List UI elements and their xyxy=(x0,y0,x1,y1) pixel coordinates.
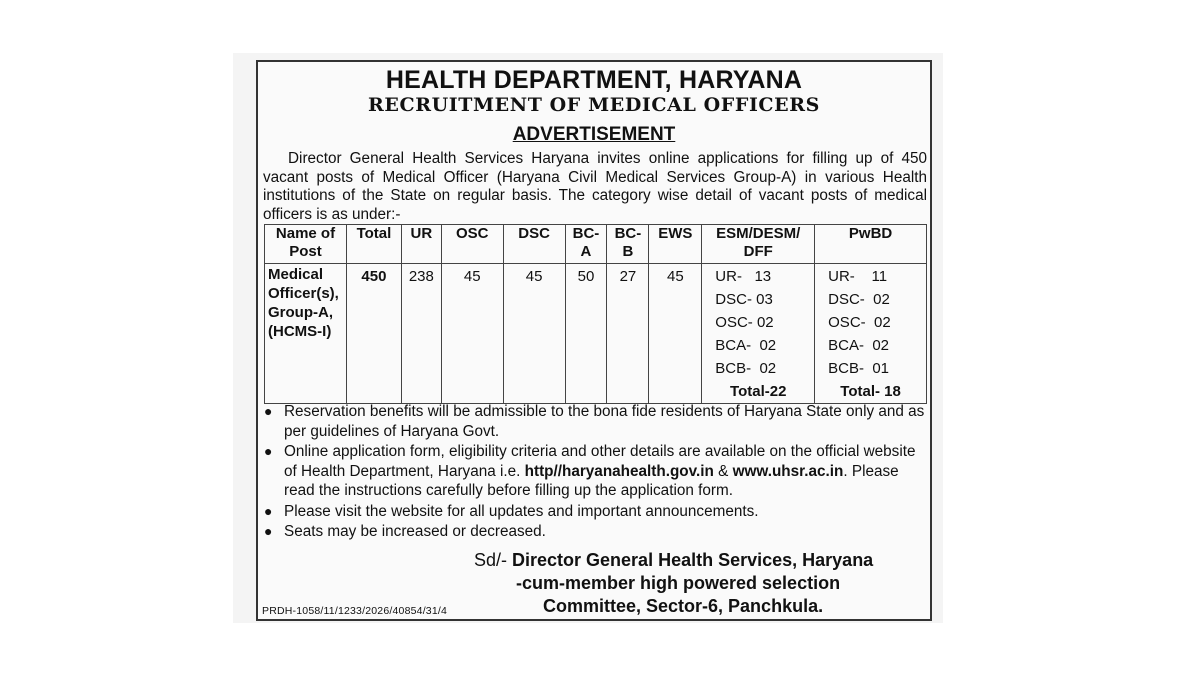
pwbd-total: Total- 18 xyxy=(840,383,901,400)
signature-line-2: -cum-member high powered selection xyxy=(516,573,841,593)
bcb-cell: 27 xyxy=(607,264,649,404)
esm-total: Total-22 xyxy=(730,383,787,400)
signature-sd: Sd/- xyxy=(474,550,513,570)
intro-paragraph: Director General Health Services Haryana invites online applications for filling up of 450 vacant posts of Medical Officer (Haryana Civil Medical Services Group-A) in various Health institutions of the State on regular basis. The category wise detail of vacant posts of medical officers is as under:- xyxy=(263,150,927,223)
col-header-pwbd: PwBD xyxy=(815,225,927,264)
osc-cell: 45 xyxy=(441,264,503,404)
ews-cell: 45 xyxy=(649,264,702,404)
bullet-icon: ● xyxy=(264,403,273,419)
pwbd-cell: UR- 11 DSC- 02 OSC- 02 BCA- 02 BCB- 01 Total- 18 xyxy=(815,264,927,404)
signature-line-3: Committee, Sector-6, Panchkula. xyxy=(543,596,824,616)
notes-list xyxy=(262,402,930,543)
vacancy-table xyxy=(264,224,927,404)
signature-line-1: Director General Health Services, Haryana xyxy=(512,550,874,570)
department-title: HEALTH DEPARTMENT, HARYANA xyxy=(385,66,803,94)
bca-cell: 50 xyxy=(565,264,607,404)
bullet-icon: ● xyxy=(264,502,273,519)
ur-cell: 238 xyxy=(401,264,441,404)
col-header-dsc: DSC xyxy=(503,225,565,264)
bullet-icon: ● xyxy=(264,443,273,459)
list-item: ● Online application form, eligibility criteria and other details are available on the official website of Health Department, Haryana i.e. http//haryanahealth.gov.in & www.uhsr.ac.in. Please read the instructions carefully before filling up the application form. xyxy=(264,443,916,499)
col-header-bcb: BC-B xyxy=(607,225,649,264)
esm-cell: UR- 13 DSC- 03 OSC- 02 BCA- 02 BCB- 02 Total-22 xyxy=(702,264,815,404)
bullet-icon: ● xyxy=(264,523,273,539)
col-header-total: Total xyxy=(346,225,401,264)
col-header-ur: UR xyxy=(401,225,441,264)
list-item: ● Please visit the website for all updates and important announcements. xyxy=(264,502,759,520)
total-cell: 450 xyxy=(346,264,401,404)
post-name-cell: Medical Officer(s), Group-A, (HCMS-I) xyxy=(265,264,347,404)
col-header-ews: EWS xyxy=(649,225,702,264)
col-header-osc: OSC xyxy=(441,225,503,264)
website-link-haryanahealth[interactable]: http//haryanahealth.gov.in xyxy=(524,462,714,480)
col-header-bca: BC-A xyxy=(565,225,607,264)
list-item: ● Seats may be increased or decreased. xyxy=(264,523,546,540)
table-row xyxy=(265,264,927,404)
dsc-cell: 45 xyxy=(503,264,565,404)
release-code: PRDH-1058/11/1233/2026/40854/31/4 xyxy=(262,605,448,617)
recruitment-subtitle: RECRUITMENT OF MEDICAL OFFICERS xyxy=(368,94,820,116)
advertisement-heading: ADVERTISEMENT xyxy=(512,124,676,145)
advertisement-frame xyxy=(256,60,932,621)
table-header-row xyxy=(265,225,927,264)
signature-block xyxy=(474,549,934,618)
list-item: ● Reservation benefits will be admissible to the bona fide residents of Haryana State only and as per guidelines of Haryana Govt. xyxy=(264,403,925,440)
col-header-esm: ESM/DESM/ DFF xyxy=(702,225,815,264)
website-link-uhsr[interactable]: www.uhsr.ac.in xyxy=(732,462,844,480)
col-header-name: Name of Post xyxy=(265,225,347,264)
